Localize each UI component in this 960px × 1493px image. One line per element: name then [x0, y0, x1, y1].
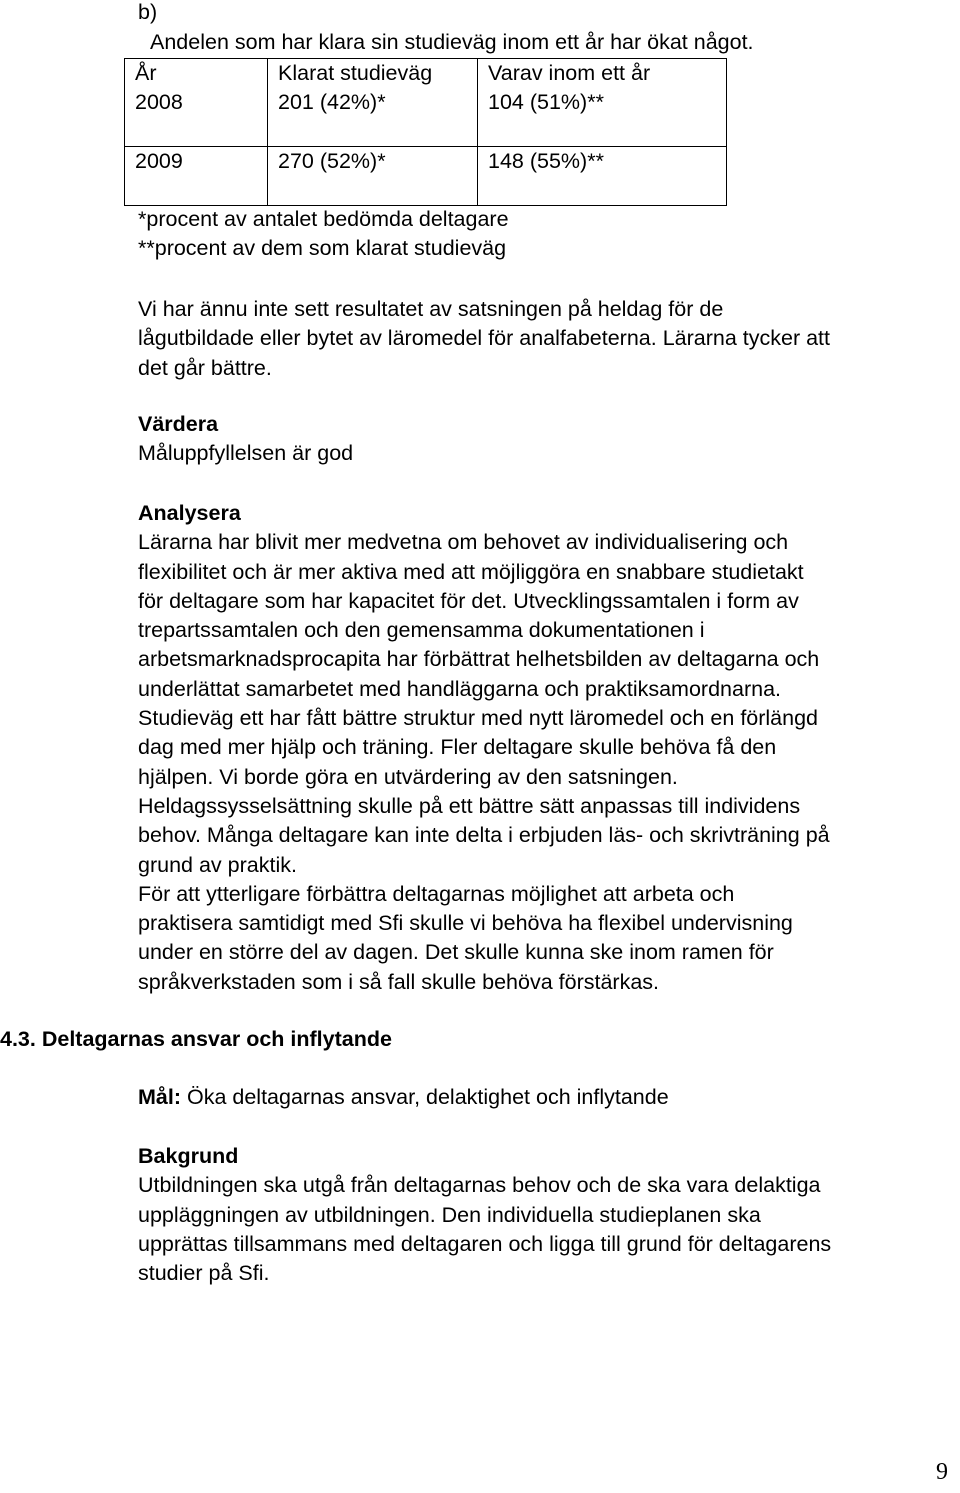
result-paragraph — [138, 295, 960, 383]
analysera-section — [138, 499, 960, 997]
paragraph-line: grund av praktik. — [138, 852, 297, 877]
page-number: 9 — [936, 1459, 948, 1485]
paragraph-line: Lärarna har blivit mer medvetna om behovet av individualisering och — [138, 530, 789, 555]
paragraph-line: det går bättre. — [138, 355, 272, 380]
paragraph-line: underlättat samarbetet med handläggarna och praktiksamordnarna. — [138, 676, 781, 701]
paragraph-line: uppläggningen av utbildningen. Den individuella studieplanen ska — [138, 1202, 761, 1227]
table-cell: 2008 — [125, 88, 268, 147]
paragraph-line: flexibilitet och är mer aktiva med att möjliggöra en snabbare studietakt — [138, 559, 804, 584]
table-cell: 148 (55%)** — [478, 147, 727, 206]
table-header-cell: Varav inom ett år — [478, 59, 727, 89]
table-row — [125, 147, 727, 206]
paragraph-line: trepartssamtalen och den gemensamma dokumentationen i — [138, 618, 705, 643]
paragraph-line: för deltagare som har kapacitet för det. Utvecklingssamtalen i form av — [138, 588, 799, 613]
table-cell: 2009 — [125, 147, 268, 206]
paragraph-line: språkverkstaden som i så fall skulle behöva förstärkas. — [138, 969, 660, 994]
results-table — [124, 58, 727, 206]
section-label: b) — [138, 0, 158, 24]
goal-text: Öka deltagarnas ansvar, delaktighet och inflytande — [186, 1085, 669, 1109]
paragraph-line: studier på Sfi. — [138, 1261, 270, 1286]
paragraph-line: dag med mer hjälp och träning. Fler deltagare skulle behöva få den — [138, 735, 777, 760]
paragraph-line: hjälpen. Vi borde göra en utvärdering av den satsningen. — [138, 764, 678, 789]
paragraph-line: behov. Många deltagare kan inte delta i erbjuden läs- och skrivträning på — [138, 823, 830, 848]
table-cell: 104 (51%)** — [478, 88, 727, 147]
footnotes — [138, 205, 960, 264]
table-header-row — [125, 59, 727, 89]
paragraph-line: lågutbildade eller bytet av läromedel för analfabeterna. Lärarna tycker att — [138, 326, 830, 351]
vardera-text: Måluppfyllelsen är god — [138, 441, 354, 466]
paragraph-line: För att ytterligare förbättra deltagarnas möjlighet att arbeta och — [138, 881, 735, 906]
footnote: **procent av dem som klarat studieväg — [138, 236, 507, 261]
goal-label: Mål: — [138, 1085, 181, 1109]
table-header-cell: År — [125, 59, 268, 89]
paragraph-line: arbetsmarknadsprocapita har förbättrat helhetsbilden av deltagarna och — [138, 647, 820, 672]
paragraph-line: Vi har ännu inte sett resultatet av satsningen på heldag för de — [138, 297, 724, 321]
table-cell: 201 (42%)* — [268, 88, 478, 147]
section-intro: Andelen som har klara sin studieväg inom ett år har ökat något. — [150, 30, 754, 54]
paragraph-line: Utbildningen ska utgå från deltagarnas behov och de ska vara delaktiga — [138, 1173, 821, 1198]
analysera-heading: Analysera — [138, 501, 241, 525]
section-heading-4-3: 4.3. Deltagarnas ansvar och inflytande — [0, 1027, 392, 1051]
paragraph-line: upprättas tillsammans med deltagaren och ligga till grund för deltagarens — [138, 1231, 832, 1256]
paragraph-line: praktisera samtidigt med Sfi skulle vi behöva ha flexibel undervisning — [138, 911, 793, 936]
paragraph-line: Studieväg ett har fått bättre struktur med nytt läromedel och en förlängd — [138, 706, 819, 731]
vardera-heading: Värdera — [138, 412, 219, 436]
paragraph-line: Heldagssysselsättning skulle på ett bättre sätt anpassas till individens — [138, 793, 801, 818]
bakgrund-section — [138, 1142, 960, 1288]
paragraph-line: under en större del av dagen. Det skulle kunna ske inom ramen för — [138, 940, 774, 965]
table-cell: 270 (52%)* — [268, 147, 478, 206]
table-header-cell: Klarat studieväg — [268, 59, 478, 89]
goal-line — [138, 1083, 669, 1112]
footnote: *procent av antalet bedömda deltagare — [138, 207, 509, 231]
vardera-section — [138, 410, 960, 469]
bakgrund-heading: Bakgrund — [138, 1144, 239, 1168]
table-row — [125, 88, 727, 147]
